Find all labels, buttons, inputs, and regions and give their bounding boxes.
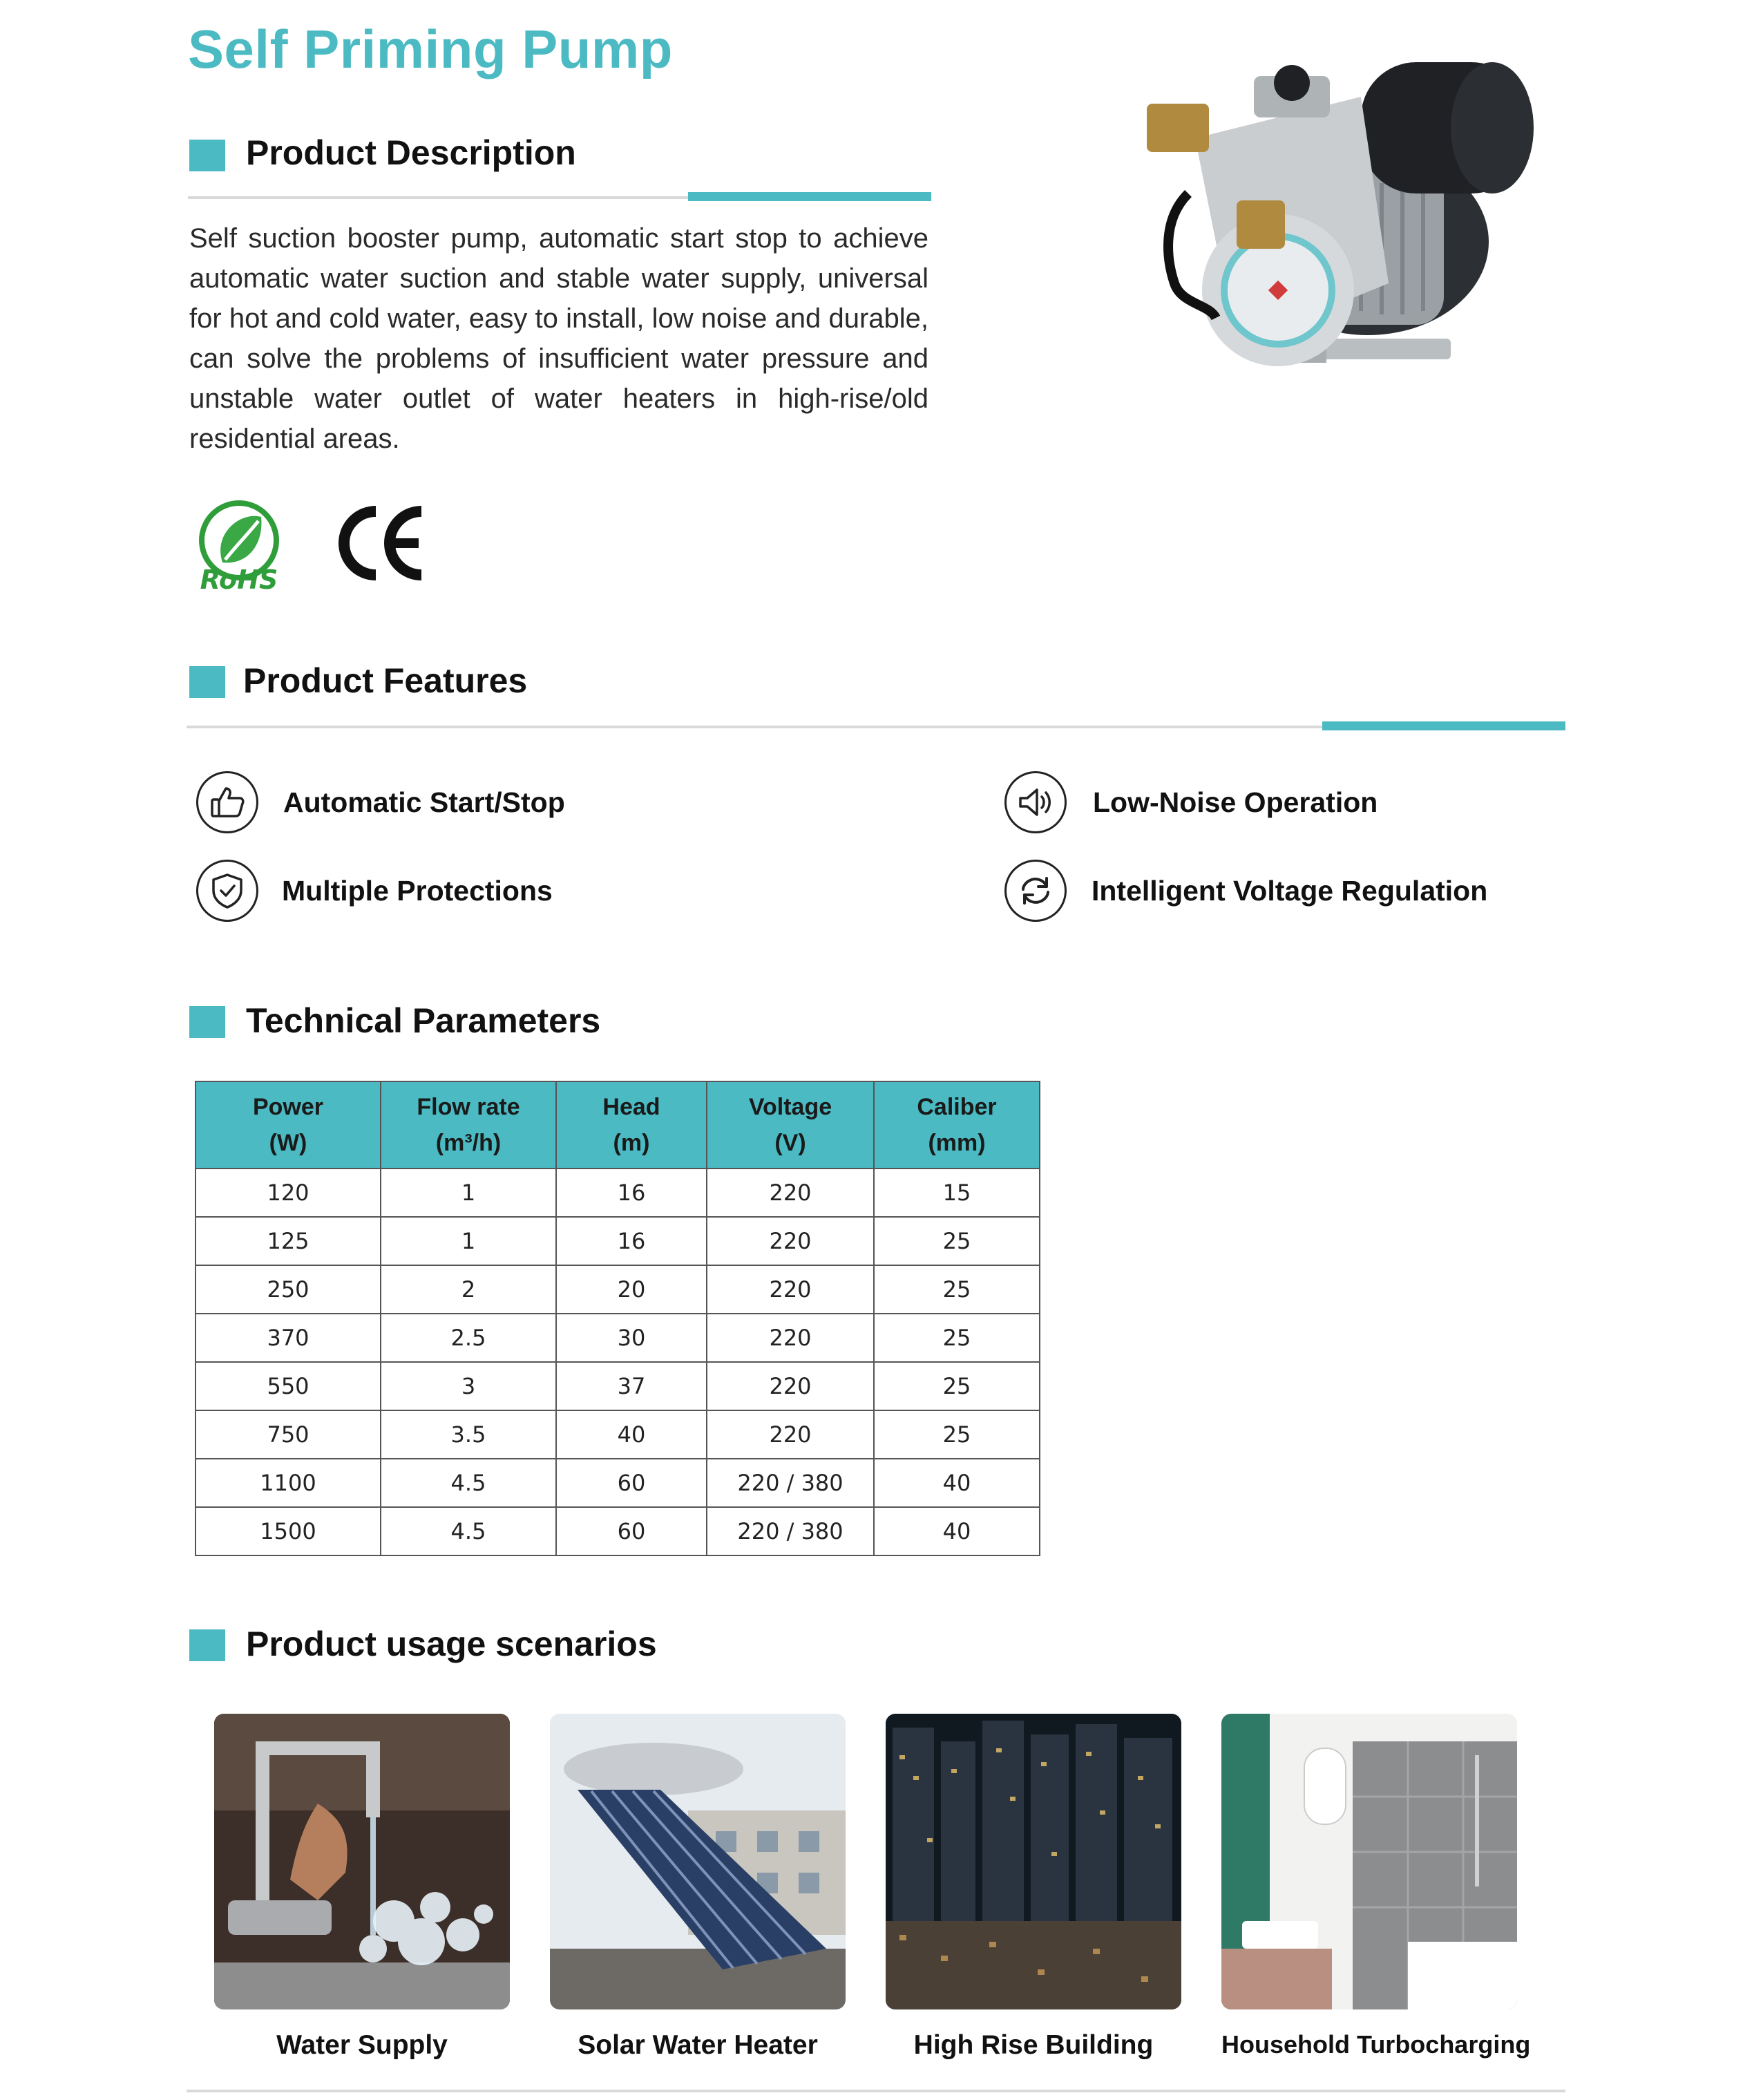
scenario-label: High Rise Building (913, 2030, 1154, 2060)
page-title: Self Priming Pump (188, 19, 673, 79)
household-turbocharging-image (1221, 1714, 1517, 2009)
cell-voltage: 220 (707, 1265, 874, 1314)
cell-caliber: 15 (874, 1169, 1040, 1217)
table-row (196, 1362, 1040, 1410)
rohs-leaf-icon (192, 499, 286, 593)
cell-flow-rate: 4.5 (381, 1459, 556, 1507)
table-row (196, 1314, 1040, 1362)
cell-voltage: 220 / 380 (707, 1459, 874, 1507)
cell-flow-rate: 2 (381, 1265, 556, 1314)
parameters-heading: Technical Parameters (246, 1001, 601, 1040)
description-text: Self suction booster pump, automatic start stop to achieve automatic water suction and stable water supply, universal for hot and cold water, easy to install, low noise and durable, can solve the problems of insufficient water pressure and unstable water outlet of water heaters in high-rise/old residential areas. (189, 223, 928, 454)
section-marker (189, 666, 225, 698)
feature-label: Automatic Start/Stop (283, 786, 565, 818)
divider-accent (688, 192, 931, 201)
cell-head: 60 (556, 1507, 707, 1555)
cell-power: 750 (196, 1410, 381, 1459)
parameters-table (195, 1081, 1040, 1556)
high-rise-building-image (886, 1714, 1181, 2009)
shield-check-icon (196, 860, 258, 922)
cell-voltage: 220 (707, 1314, 874, 1362)
cell-voltage: 220 (707, 1362, 874, 1410)
pump-product-image (1133, 55, 1547, 387)
cell-power: 1100 (196, 1459, 381, 1507)
scenario-card (550, 1714, 846, 2061)
scenario-label: Household Turbocharging (1221, 2030, 1531, 2059)
feature-item (196, 771, 565, 833)
cell-flow-rate: 3.5 (381, 1410, 556, 1459)
cell-caliber: 40 (874, 1459, 1040, 1507)
cell-flow-rate: 1 (381, 1217, 556, 1265)
ce-mark-icon (336, 503, 428, 583)
scenario-card (886, 1714, 1181, 2061)
cell-caliber: 25 (874, 1410, 1040, 1459)
cell-caliber: 25 (874, 1217, 1040, 1265)
solar-water-heater-image (550, 1714, 846, 2009)
cell-head: 60 (556, 1459, 707, 1507)
scenario-label: Water Supply (276, 2030, 448, 2060)
cell-head: 20 (556, 1265, 707, 1314)
cell-power: 370 (196, 1314, 381, 1362)
table-row (196, 1217, 1040, 1265)
table-row (196, 1410, 1040, 1459)
cell-head: 37 (556, 1362, 707, 1410)
section-marker (189, 140, 225, 171)
cell-voltage: 220 / 380 (707, 1507, 874, 1555)
column-header: Caliber (mm) (874, 1081, 1040, 1169)
table-row (196, 1507, 1040, 1555)
table-header-row (196, 1081, 1040, 1169)
cell-head: 40 (556, 1410, 707, 1459)
cell-power: 120 (196, 1169, 381, 1217)
column-header: Head (m) (556, 1081, 707, 1169)
cell-power: 125 (196, 1217, 381, 1265)
cell-power: 250 (196, 1265, 381, 1314)
feature-item (1004, 860, 1487, 922)
scenarios-heading: Product usage scenarios (246, 1625, 657, 1663)
cell-voltage: 220 (707, 1410, 874, 1459)
description-heading: Product Description (246, 133, 576, 172)
feature-item (196, 860, 553, 922)
cell-head: 16 (556, 1217, 707, 1265)
cell-caliber: 25 (874, 1362, 1040, 1410)
divider (187, 2090, 1565, 2092)
cell-power: 1500 (196, 1507, 381, 1555)
column-header: Power (W) (196, 1081, 381, 1169)
scenario-label: Solar Water Heater (578, 2030, 818, 2060)
column-header: Flow rate (m³/h) (381, 1081, 556, 1169)
cell-head: 30 (556, 1314, 707, 1362)
water-supply-image (214, 1714, 510, 2009)
section-marker (189, 1006, 225, 1038)
cell-voltage: 220 (707, 1169, 874, 1217)
cell-flow-rate: 1 (381, 1169, 556, 1217)
speaker-icon (1004, 771, 1067, 833)
features-heading: Product Features (243, 661, 528, 700)
thumbs-up-icon (196, 771, 258, 833)
scenario-card (1221, 1714, 1531, 2059)
table-row (196, 1459, 1040, 1507)
cell-caliber: 25 (874, 1265, 1040, 1314)
column-header: Voltage (V) (707, 1081, 874, 1169)
cell-flow-rate: 4.5 (381, 1507, 556, 1555)
table-row (196, 1265, 1040, 1314)
cell-voltage: 220 (707, 1217, 874, 1265)
scenario-card (214, 1714, 510, 2061)
feature-item (1004, 771, 1378, 833)
cell-head: 16 (556, 1169, 707, 1217)
feature-label: Multiple Protections (282, 874, 553, 907)
cell-caliber: 40 (874, 1507, 1040, 1555)
svg-text:RoHS: RoHS (200, 565, 278, 593)
cell-flow-rate: 2.5 (381, 1314, 556, 1362)
section-marker (189, 1629, 225, 1661)
table-row (196, 1169, 1040, 1217)
cell-power: 550 (196, 1362, 381, 1410)
feature-label: Low-Noise Operation (1093, 786, 1378, 818)
cell-caliber: 25 (874, 1314, 1040, 1362)
feature-label: Intelligent Voltage Regulation (1092, 874, 1488, 907)
divider-accent (1322, 721, 1565, 730)
cell-flow-rate: 3 (381, 1362, 556, 1410)
refresh-icon (1004, 860, 1067, 922)
